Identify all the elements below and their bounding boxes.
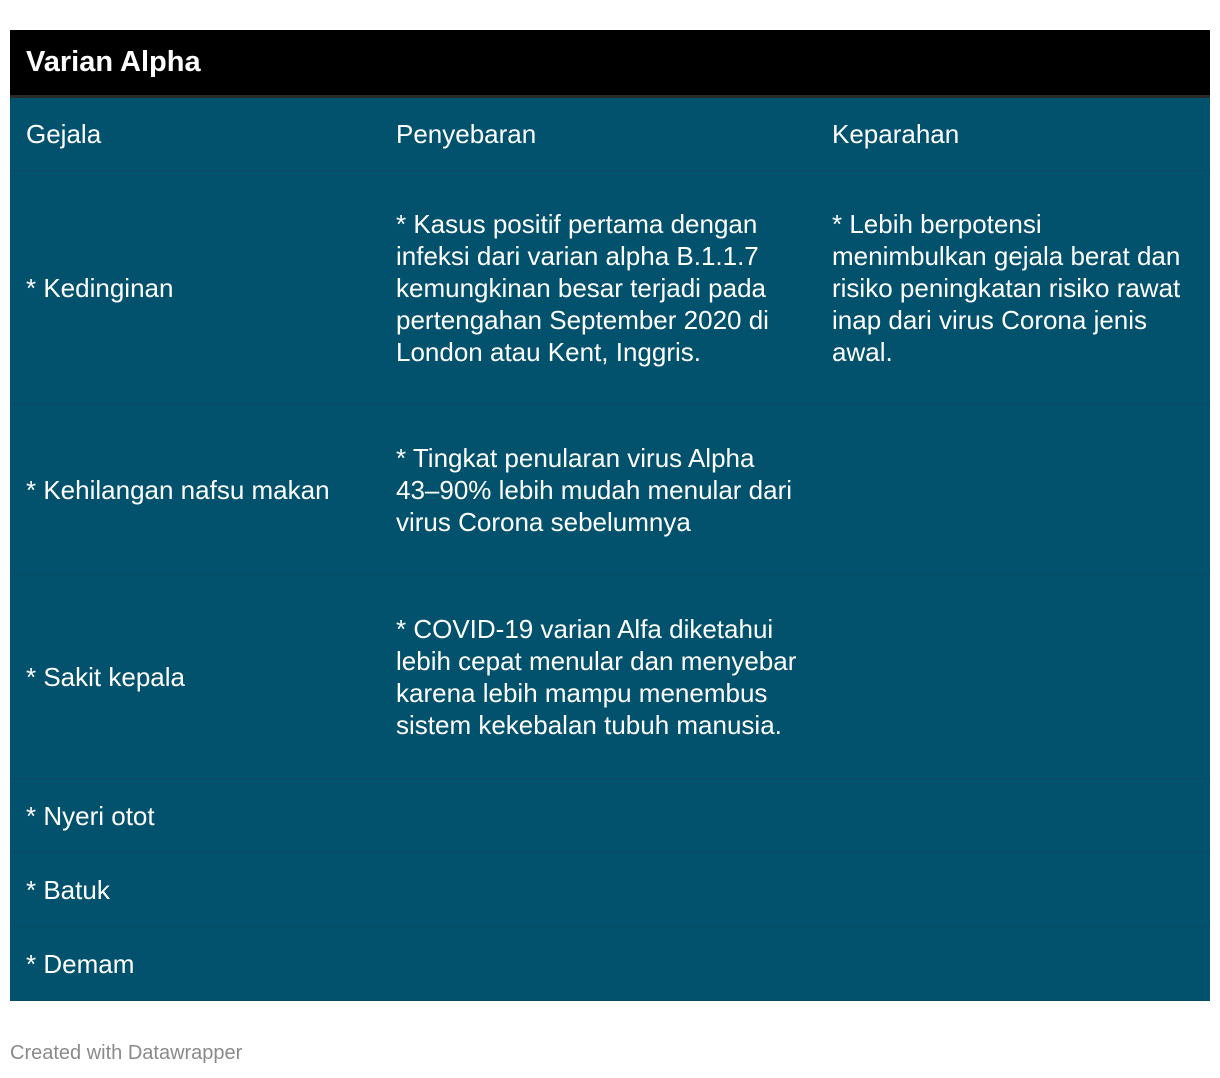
cell-keparahan <box>816 405 1210 575</box>
cell-gejala: * Batuk <box>10 853 380 927</box>
cell-penyebaran <box>380 853 816 927</box>
cell-keparahan <box>816 779 1210 853</box>
table-row <box>10 927 1210 1001</box>
cell-gejala: * Kehilangan nafsu makan <box>10 405 380 575</box>
cell-penyebaran: * Kasus positif pertama dengan infeksi dari varian alpha B.1.1.7 kemungkinan besar terjadi pada pertengahan September 2020 di London atau Kent, Inggris. <box>380 171 816 405</box>
table-row <box>10 853 1210 927</box>
cell-penyebaran <box>380 779 816 853</box>
table-row <box>10 575 1210 779</box>
header-row <box>10 98 1210 171</box>
cell-penyebaran: * COVID-19 varian Alfa diketahui lebih cepat menular dan menyebar karena lebih mampu menembus sistem kekebalan tubuh manusia. <box>380 575 816 779</box>
header-keparahan: Keparahan <box>816 98 1210 171</box>
table-title: Varian Alpha <box>26 46 201 78</box>
cell-gejala: * Kedinginan <box>10 171 380 405</box>
cell-penyebaran <box>380 927 816 1001</box>
table-row <box>10 779 1210 853</box>
table-row <box>10 171 1210 405</box>
cell-keparahan <box>816 853 1210 927</box>
header-penyebaran: Penyebaran <box>380 98 816 171</box>
cell-keparahan <box>816 927 1210 1001</box>
datawrapper-credit: Created with Datawrapper <box>10 1042 243 1064</box>
table-row <box>10 405 1210 575</box>
cell-penyebaran: * Tingkat penularan virus Alpha 43–90% lebih mudah menular dari virus Corona sebelumnya <box>380 405 816 575</box>
cell-gejala: * Nyeri otot <box>10 779 380 853</box>
cell-gejala: * Sakit kepala <box>10 575 380 779</box>
cell-gejala: * Demam <box>10 927 380 1001</box>
header-gejala: Gejala <box>10 98 380 171</box>
table-title-bar <box>10 30 1210 98</box>
cell-keparahan <box>816 575 1210 779</box>
cell-keparahan: * Lebih berpotensi menimbulkan gejala berat dan risiko peningkatan risiko rawat inap dari virus Corona jenis awal. <box>816 171 1210 405</box>
alpha-variant-table <box>10 30 1210 1001</box>
data-table <box>10 98 1210 1001</box>
